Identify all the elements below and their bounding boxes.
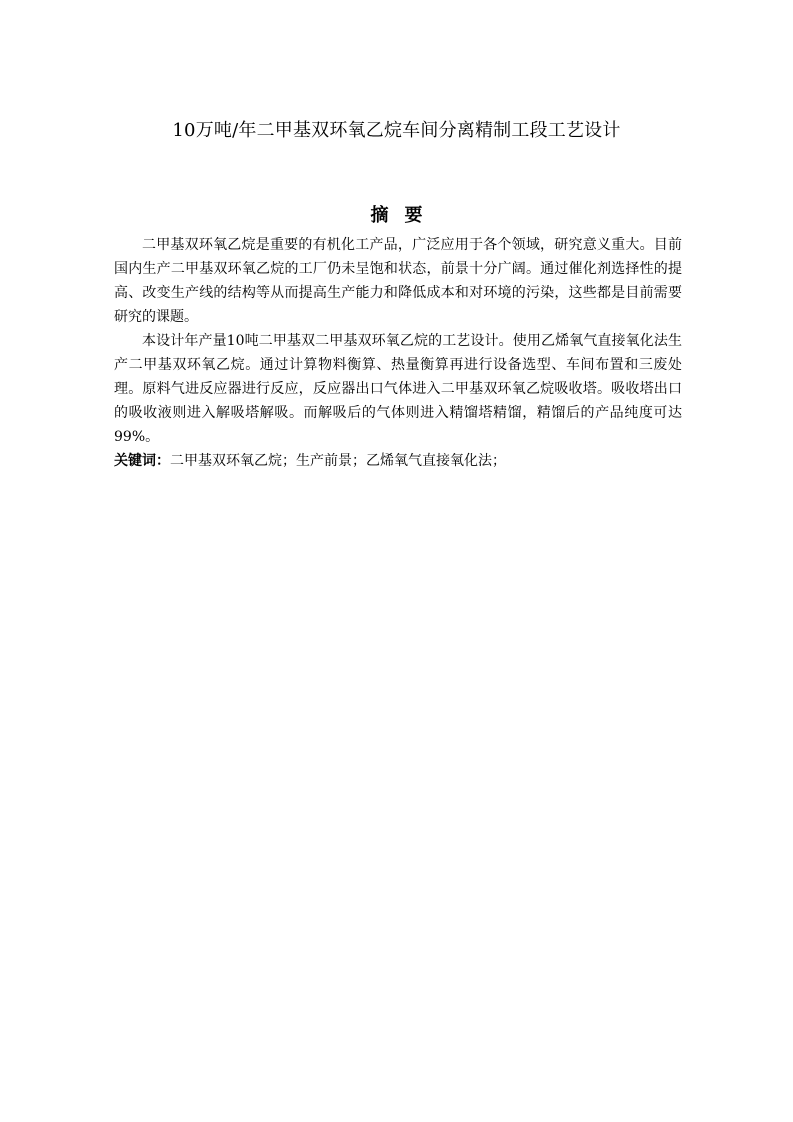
keywords-text: 二甲基双环氧乙烷；生产前景；乙烯氧气直接氧化法； [170,453,506,469]
abstract-paragraph-1: 二甲基双环氧乙烷是重要的有机化工产品，广泛应用于各个领域，研究意义重大。目前国内生产二甲基双环氧乙烷的工厂仍未呈饱和状态，前景十分广阔。通过催化剂选择性的提高、改变生产线的结构等从而提高生产能力和降低成本和对环境的污染，这些都是目前需要研究的课题。 [114,237,682,325]
abstract-body [114,233,682,473]
keywords-line [114,449,682,473]
document-title: 10万吨/年二甲基双环氧乙烷车间分离精制工段工艺设计 [172,120,621,141]
abstract-paragraph-2: 本设计年产量10吨二甲基双二甲基双环氧乙烷的工艺设计。使用乙烯氧气直接氧化法生产二甲基双环氧乙烷。通过计算物料衡算、热量衡算再进行设备选型、车间布置和三废处理。原料气进反应器进行反应，反应器出口气体进入二甲基双环氧乙烷吸收塔。吸收塔出口的吸收液则进入解吸塔解吸。而解吸后的气体则进入精馏塔精馏，精馏后的产品纯度可达99%。 [114,333,682,445]
keywords-label: 关键词： [114,453,170,469]
abstract-heading: 摘要 [370,205,439,226]
